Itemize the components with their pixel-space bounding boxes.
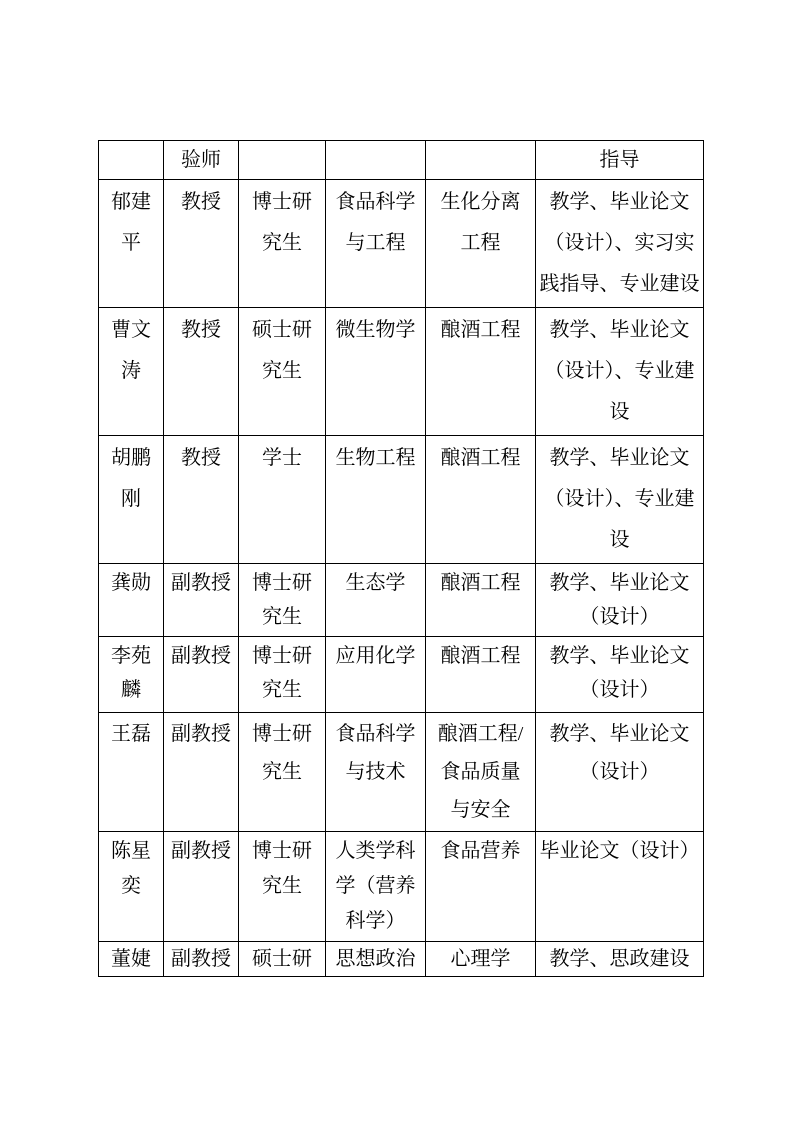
cell-degree	[239, 141, 326, 180]
cell-title: 副教授	[164, 713, 239, 832]
table-row	[99, 308, 704, 436]
cell-duties: 毕业论文（设计）	[536, 832, 704, 942]
cell-major: 思想政治	[326, 942, 426, 977]
cell-duties: 教学、毕业论文（设计）、专业建设	[536, 436, 704, 564]
cell-degree: 博士研究生	[239, 180, 326, 308]
cell-major: 人类学科学（营养科学）	[326, 832, 426, 942]
cell-title-fragment: 验师	[164, 141, 239, 180]
table-row	[99, 180, 704, 308]
cell-teacher-name: 龚勋	[99, 564, 164, 637]
cell-teacher-name: 胡鹏刚	[99, 436, 164, 564]
cell-degree: 硕士研	[239, 942, 326, 977]
cell-program: 酿酒工程	[426, 436, 536, 564]
cell-program: 生化分离工程	[426, 180, 536, 308]
cell-teacher-name: 陈星奕	[99, 832, 164, 942]
cell-title: 副教授	[164, 942, 239, 977]
cell-teacher-name	[99, 141, 164, 180]
cell-title: 教授	[164, 436, 239, 564]
cell-degree: 博士研究生	[239, 713, 326, 832]
cell-degree: 博士研究生	[239, 637, 326, 713]
cell-major	[326, 141, 426, 180]
table-row-clipped	[99, 942, 704, 977]
cell-program: 酿酒工程/食品质量与安全	[426, 713, 536, 832]
table-row	[99, 832, 704, 942]
cell-duties: 教学、毕业论文（设计）	[536, 713, 704, 832]
cell-duties: 教学、毕业论文（设计）、实习实践指导、专业建设	[536, 180, 704, 308]
table-row	[99, 713, 704, 832]
cell-teacher-name: 郁建平	[99, 180, 164, 308]
table-row	[99, 436, 704, 564]
faculty-table	[98, 140, 704, 977]
cell-degree: 博士研究生	[239, 832, 326, 942]
cell-teacher-name: 曹文涛	[99, 308, 164, 436]
cell-teacher-name: 董婕	[99, 942, 164, 977]
cell-major: 微生物学	[326, 308, 426, 436]
cell-major: 生物工程	[326, 436, 426, 564]
cell-major: 食品科学与技术	[326, 713, 426, 832]
cell-teacher-name: 李苑麟	[99, 637, 164, 713]
cell-title: 教授	[164, 180, 239, 308]
cell-degree: 学士	[239, 436, 326, 564]
cell-degree: 博士研究生	[239, 564, 326, 637]
cell-duties: 教学、毕业论文（设计）、专业建设	[536, 308, 704, 436]
cell-program: 食品营养	[426, 832, 536, 942]
table-row-continuation	[99, 141, 704, 180]
cell-duties: 教学、思政建设	[536, 942, 704, 977]
cell-program: 酿酒工程	[426, 308, 536, 436]
cell-major: 应用化学	[326, 637, 426, 713]
cell-program: 心理学	[426, 942, 536, 977]
cell-major: 食品科学与工程	[326, 180, 426, 308]
cell-title: 副教授	[164, 637, 239, 713]
cell-program	[426, 141, 536, 180]
cell-duties-fragment: 指导	[536, 141, 704, 180]
cell-duties: 教学、毕业论文（设计）	[536, 564, 704, 637]
cell-degree: 硕士研究生	[239, 308, 326, 436]
cell-title: 副教授	[164, 564, 239, 637]
cell-program: 酿酒工程	[426, 637, 536, 713]
cell-major: 生态学	[326, 564, 426, 637]
cell-teacher-name: 王磊	[99, 713, 164, 832]
cell-title: 教授	[164, 308, 239, 436]
cell-duties: 教学、毕业论文（设计）	[536, 637, 704, 713]
table-row	[99, 637, 704, 713]
cell-title: 副教授	[164, 832, 239, 942]
table-row	[99, 564, 704, 637]
cell-program: 酿酒工程	[426, 564, 536, 637]
